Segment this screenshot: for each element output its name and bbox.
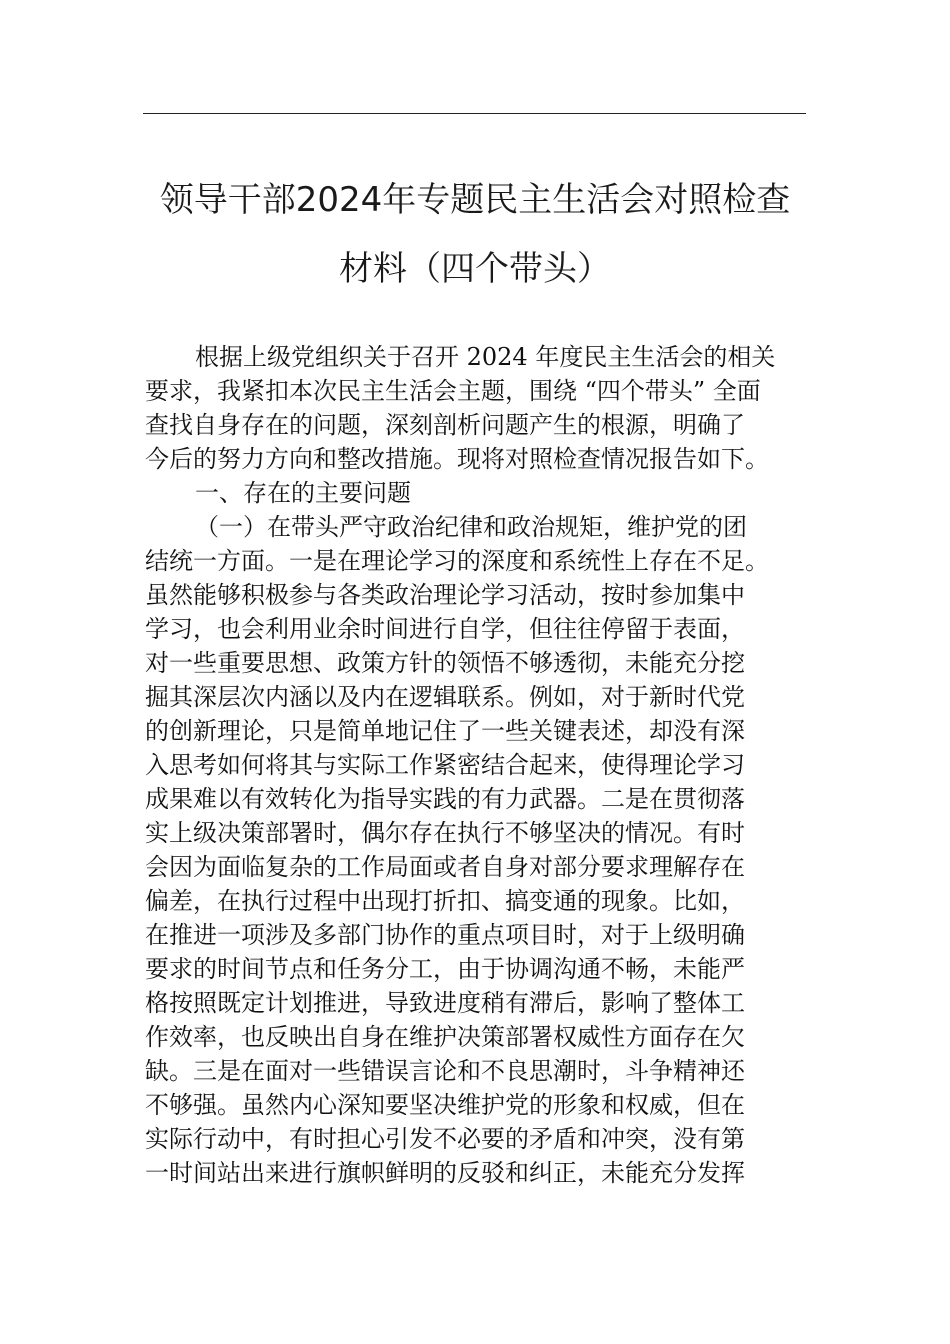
- intro-line: 根据上级党组织关于召开 2024 年度民主生活会的相关: [195, 343, 776, 371]
- body-line: 的创新理论，只是简单地记住了一些关键表述，却没有深: [145, 717, 745, 745]
- body-line: 在推进一项涉及多部门协作的重点项目时，对于上级明确: [145, 921, 745, 949]
- body-line: 实上级决策部署时，偶尔存在执行不够坚决的情况。有时: [145, 819, 745, 847]
- body-line: 成果难以有效转化为指导实践的有力武器。二是在贯彻落: [145, 785, 745, 813]
- section-heading: 一、存在的主要问题: [195, 479, 411, 507]
- body-line: 对一些重要思想、政策方针的领悟不够透彻，未能充分挖: [145, 649, 745, 677]
- body-line: （一）在带头严守政治纪律和政治规矩，维护党的团: [195, 513, 747, 541]
- body-line: 缺。三是在面对一些错误言论和不良思潮时，斗争精神还: [145, 1057, 745, 1085]
- body-line: 要求的时间节点和任务分工，由于协调沟通不畅，未能严: [145, 955, 745, 983]
- header-rule: [143, 113, 806, 114]
- document-title-line-1: 领导干部2024年专题民主生活会对照检查: [159, 180, 791, 220]
- document-body: [145, 340, 815, 1190]
- body-line: 实际行动中，有时担心引发不必要的矛盾和冲突，没有第: [145, 1125, 745, 1153]
- body-line: 结统一方面。一是在理论学习的深度和系统性上存在不足。: [145, 547, 769, 575]
- body-line: 偏差，在执行过程中出现打折扣、搞变通的现象。比如，: [145, 887, 745, 915]
- body-line: 掘其深层次内涵以及内在逻辑联系。例如，对于新时代党: [145, 683, 745, 711]
- body-line: 作效率，也反映出自身在维护决策部署权威性方面存在欠: [145, 1023, 745, 1051]
- intro-line: 查找自身存在的问题，深刻剖析问题产生的根源，明确了: [145, 411, 745, 439]
- body-line: 格按照既定计划推进，导致进度稍有滞后，影响了整体工: [145, 989, 745, 1017]
- document-title-line-2: 材料（四个带头）: [339, 249, 611, 289]
- body-line: 虽然能够积极参与各类政治理论学习活动，按时参加集中: [145, 581, 745, 609]
- body-line: 不够强。虽然内心深知要坚决维护党的形象和权威，但在: [145, 1091, 745, 1119]
- body-line: 入思考如何将其与实际工作紧密结合起来，使得理论学习: [145, 751, 745, 779]
- body-line: 一时间站出来进行旗帜鲜明的反驳和纠正，未能充分发挥: [145, 1159, 745, 1187]
- intro-line: 今后的努力方向和整改措施。现将对照检查情况报告如下。: [145, 445, 769, 473]
- body-line: 会因为面临复杂的工作局面或者自身对部分要求理解存在: [145, 853, 745, 881]
- body-line: 学习，也会利用业余时间进行自学，但往往停留于表面，: [145, 615, 745, 643]
- intro-line: 要求，我紧扣本次民主生活会主题，围绕 “四个带头” 全面: [145, 377, 761, 405]
